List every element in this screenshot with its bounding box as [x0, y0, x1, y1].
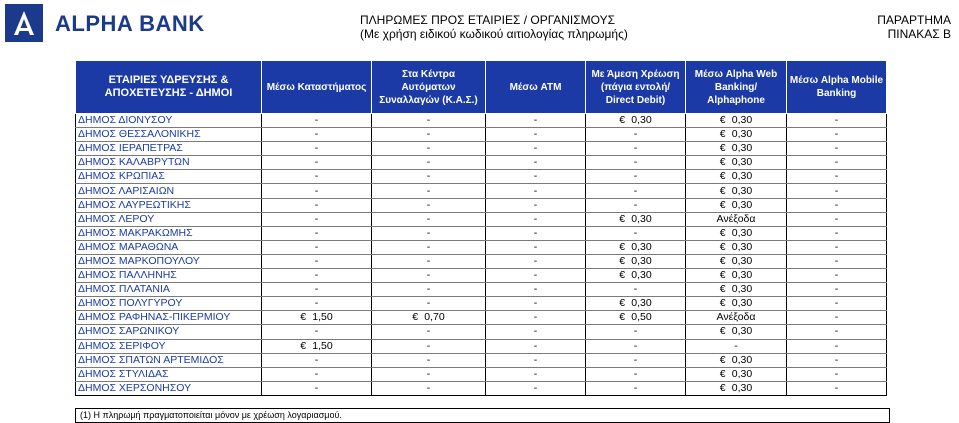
fee-cell: - [262, 325, 372, 339]
fee-amount: 0,30 [731, 325, 753, 338]
table-row [76, 128, 887, 142]
fee-amount: 0,30 [731, 240, 753, 253]
municipality-name: ΔΗΜΟΣ ΜΑΚΡΑΚΩΜΗΣ [76, 226, 262, 240]
currency-symbol: € [719, 367, 726, 380]
fee-amount: 0,30 [631, 254, 652, 267]
currency-symbol: € [619, 311, 626, 324]
currency-symbol: € [719, 297, 726, 310]
table-row [76, 283, 887, 297]
fee-cell: - [586, 170, 686, 184]
fee-amount: 0,30 [731, 367, 753, 380]
fee-cell [586, 269, 686, 283]
fee-cell [262, 339, 372, 353]
fees-table [75, 60, 887, 396]
municipality-name: ΔΗΜΟΣ ΣΠΑΤΩΝ ΑΡΤΕΜΙΔΟΣ [76, 353, 262, 367]
fee-cell: - [372, 339, 486, 353]
currency-symbol: € [619, 254, 626, 267]
fee-cell: - [372, 381, 486, 395]
fee-cell: - [372, 156, 486, 170]
fee-cell [686, 170, 787, 184]
appendix-label: ΠΑΡΑΡΤΗΜΑ [877, 13, 951, 27]
fee-amount: 0,30 [731, 254, 753, 267]
currency-symbol: € [719, 170, 726, 183]
currency-symbol: € [719, 283, 726, 296]
fee-cell: - [486, 325, 586, 339]
fee-amount: 0,30 [631, 297, 652, 310]
currency-symbol: € [412, 311, 419, 324]
fee-cell [686, 226, 787, 240]
table-row [76, 269, 887, 283]
municipality-name: ΔΗΜΟΣ ΡΑΦΗΝΑΣ-ΠΙΚΕΡΜΙΟΥ [76, 311, 262, 325]
table-row [76, 381, 887, 395]
currency-symbol: € [619, 212, 626, 225]
fee-amount: 0,30 [731, 142, 753, 155]
fee-cell: - [787, 114, 887, 128]
municipality-name: ΔΗΜΟΣ ΠΟΛΥΓΥΡΟΥ [76, 297, 262, 311]
fee-amount: 1,50 [312, 311, 333, 324]
page-title: ΠΛΗΡΩΜΕΣ ΠΡΟΣ ΕΤΑΙΡΙΕΣ / ΟΡΓΑΝΙΣΜΟΥΣ [360, 13, 616, 27]
fee-cell: - [262, 381, 372, 395]
fee-cell: - [262, 142, 372, 156]
currency-symbol: € [719, 128, 726, 141]
fee-cell: - [486, 142, 586, 156]
fee-cell [686, 367, 787, 381]
municipality-name: ΔΗΜΟΣ ΛΑΡΙΣΑΙΩΝ [76, 184, 262, 198]
fee-cell [686, 254, 787, 268]
fee-cell [586, 254, 686, 268]
currency-symbol: € [719, 381, 726, 394]
fee-cell: - [787, 156, 887, 170]
fee-cell: - [787, 269, 887, 283]
currency-symbol: € [719, 254, 726, 267]
fee-cell: - [262, 297, 372, 311]
table-row [76, 184, 887, 198]
fee-cell [586, 297, 686, 311]
fee-cell: - [486, 367, 586, 381]
fee-cell: - [586, 283, 686, 297]
fee-amount: 0,30 [731, 283, 753, 296]
table-row [76, 325, 887, 339]
fee-cell [686, 297, 787, 311]
fee-amount: 0,30 [731, 297, 753, 310]
fee-cell: - [486, 184, 586, 198]
municipality-name: ΔΗΜΟΣ ΣΤΥΛΙΔΑΣ [76, 367, 262, 381]
fee-cell: - [372, 353, 486, 367]
fee-cell: - [586, 325, 686, 339]
fee-cell: - [372, 142, 486, 156]
fee-cell: - [372, 114, 486, 128]
table-row [76, 297, 887, 311]
fee-cell: - [262, 367, 372, 381]
fee-cell: - [486, 353, 586, 367]
fee-amount: 0,30 [731, 156, 753, 169]
fee-cell: - [586, 367, 686, 381]
fee-cell: - [486, 311, 586, 325]
municipality-name: ΔΗΜΟΣ ΛΕΡΟΥ [76, 212, 262, 226]
fee-cell [586, 114, 686, 128]
table-header-row [76, 61, 887, 114]
alpha-bank-logo [5, 4, 205, 42]
column-header: Με Άμεση Χρέωση (πάγια εντολή/ Direct Debit) [586, 61, 686, 114]
fee-cell: - [486, 128, 586, 142]
fee-cell: - [372, 226, 486, 240]
bank-emblem-icon [5, 4, 43, 42]
fee-cell [686, 142, 787, 156]
fee-cell: - [586, 156, 686, 170]
fee-cell: - [586, 128, 686, 142]
fee-cell: - [372, 170, 486, 184]
fee-cell: - [787, 212, 887, 226]
fee-cell: - [586, 184, 686, 198]
municipality-name: ΔΗΜΟΣ ΛΑΥΡΕΩΤΙΚΗΣ [76, 198, 262, 212]
currency-symbol: € [619, 114, 626, 127]
fee-amount: 0,30 [731, 184, 753, 197]
fee-cell: - [586, 339, 686, 353]
fee-cell: - [262, 198, 372, 212]
fee-cell: - [262, 254, 372, 268]
fee-cell [686, 240, 787, 254]
logo-text: ALPHA BANK [55, 11, 205, 36]
fee-cell: - [787, 128, 887, 142]
table-row [76, 156, 887, 170]
page-subtitle: (Με χρήση ειδικού κωδικού αιτιολογίας πληρωμής) [360, 27, 628, 41]
fee-cell: - [372, 269, 486, 283]
fee-cell: - [486, 226, 586, 240]
fee-cell: - [787, 325, 887, 339]
fee-cell: - [486, 170, 586, 184]
fee-cell [586, 311, 686, 325]
fee-cell: - [262, 283, 372, 297]
fee-cell: - [486, 283, 586, 297]
municipality-name: ΔΗΜΟΣ ΙΕΡΑΠΕΤΡΑΣ [76, 142, 262, 156]
fee-cell: - [262, 226, 372, 240]
table-id-label: ΠΙΝΑΚΑΣ Β [887, 27, 951, 41]
column-header: Μέσω Alpha Mobile Banking [787, 61, 887, 114]
fee-cell: - [262, 128, 372, 142]
fee-amount: 0,30 [631, 114, 652, 127]
fee-cell: - [586, 142, 686, 156]
table-row [76, 311, 887, 325]
fee-amount: 0,30 [631, 212, 652, 225]
currency-symbol: € [300, 339, 307, 352]
currency-symbol: € [719, 269, 726, 282]
fee-cell: - [787, 240, 887, 254]
fee-cell: - [372, 283, 486, 297]
fee-cell: - [262, 240, 372, 254]
fee-amount: 0,70 [424, 311, 445, 324]
fee-cell: - [486, 297, 586, 311]
municipality-name: ΔΗΜΟΣ ΣΑΡΩΝΙΚΟΥ [76, 325, 262, 339]
table-row [76, 353, 887, 367]
fee-cell: Ανέξοδα [686, 212, 787, 226]
table-row [76, 114, 887, 128]
fee-cell [686, 353, 787, 367]
fee-cell: - [372, 184, 486, 198]
fee-cell [686, 184, 787, 198]
fee-cell: - [586, 353, 686, 367]
fee-amount: 0,30 [731, 269, 753, 282]
currency-symbol: € [300, 311, 307, 324]
fee-amount: 0,30 [631, 269, 652, 282]
table-row [76, 198, 887, 212]
column-header: Στα Κέντρα Αυτόματων Συναλλαγών (Κ.Α.Σ.) [372, 61, 486, 114]
currency-symbol: € [719, 353, 726, 366]
fee-amount: 0,30 [731, 128, 753, 141]
fee-amount: 0,30 [731, 226, 753, 239]
fee-cell [586, 212, 686, 226]
fee-cell: - [586, 381, 686, 395]
fee-cell: - [787, 198, 887, 212]
fee-cell: - [486, 240, 586, 254]
fee-cell: - [372, 240, 486, 254]
column-header: Μέσω ATM [486, 61, 586, 114]
fee-cell: - [486, 254, 586, 268]
fee-cell: - [262, 184, 372, 198]
fee-cell [262, 311, 372, 325]
fee-cell [586, 240, 686, 254]
table-row [76, 367, 887, 381]
fee-cell: - [787, 184, 887, 198]
currency-symbol: € [719, 142, 726, 155]
currency-symbol: € [619, 240, 626, 253]
fee-cell [686, 269, 787, 283]
municipality-name: ΔΗΜΟΣ ΠΑΛΛΗΝΗΣ [76, 269, 262, 283]
fee-amount: 0,30 [731, 114, 753, 127]
fee-cell: - [372, 128, 486, 142]
table-row [76, 212, 887, 226]
fee-cell: - [586, 226, 686, 240]
fee-cell: - [372, 297, 486, 311]
fee-cell: - [787, 311, 887, 325]
footnote: (1) Η πληρωμή πραγματοποιείται μόνον με χρέωση λογαριασμού. [75, 408, 890, 423]
fee-cell [686, 198, 787, 212]
fee-cell: - [486, 198, 586, 212]
fee-cell [686, 114, 787, 128]
fee-cell: - [486, 269, 586, 283]
column-header: ΕΤΑΙΡΙΕΣ ΥΔΡΕΥΣΗΣ & ΑΠΟΧΕΤΕΥΣΗΣ - ΔΗΜΟΙ [76, 61, 262, 114]
fee-amount: 0,30 [731, 353, 753, 366]
fee-cell: - [787, 367, 887, 381]
column-header: Μέσω Alpha Web Banking/ Alphaphone [686, 61, 787, 114]
fee-cell [372, 311, 486, 325]
fee-cell: - [372, 198, 486, 212]
currency-symbol: € [719, 226, 726, 239]
fee-amount: 0,50 [631, 311, 652, 324]
table-row [76, 142, 887, 156]
fee-amount: 0,30 [731, 198, 753, 211]
fee-cell [686, 381, 787, 395]
municipality-name: ΔΗΜΟΣ ΚΡΩΠΙΑΣ [76, 170, 262, 184]
municipality-name: ΔΗΜΟΣ ΜΑΡΑΘΩΝΑ [76, 240, 262, 254]
fee-cell: - [787, 297, 887, 311]
table-row [76, 170, 887, 184]
fee-cell: - [262, 353, 372, 367]
currency-symbol: € [719, 325, 726, 338]
fee-cell: - [372, 325, 486, 339]
currency-symbol: € [719, 184, 726, 197]
fee-cell: - [787, 170, 887, 184]
fee-cell: - [787, 254, 887, 268]
fee-amount: 1,50 [312, 339, 333, 352]
column-header: Μέσω Καταστήματος [262, 61, 372, 114]
fee-cell: Ανέξοδα [686, 311, 787, 325]
table-row [76, 254, 887, 268]
municipality-name: ΔΗΜΟΣ ΜΑΡΚΟΠΟΥΛΟΥ [76, 254, 262, 268]
municipality-name: ΔΗΜΟΣ ΣΕΡΙΦΟΥ [76, 339, 262, 353]
fee-amount: 0,30 [631, 240, 652, 253]
currency-symbol: € [719, 114, 726, 127]
fee-cell [686, 325, 787, 339]
fee-cell: - [486, 212, 586, 226]
fee-cell: - [262, 156, 372, 170]
table-row [76, 240, 887, 254]
municipality-name: ΔΗΜΟΣ ΠΛΑΤΑΝΙΑ [76, 283, 262, 297]
municipality-name: ΔΗΜΟΣ ΧΕΡΣΟΝΗΣΟΥ [76, 381, 262, 395]
fee-cell [686, 156, 787, 170]
fee-cell: - [787, 226, 887, 240]
fee-cell: - [686, 339, 787, 353]
currency-symbol: € [619, 297, 626, 310]
currency-symbol: € [719, 198, 726, 211]
fee-cell [686, 128, 787, 142]
fee-cell: - [262, 212, 372, 226]
municipality-name: ΔΗΜΟΣ ΘΕΣΣΑΛΟΝΙΚΗΣ [76, 128, 262, 142]
fee-cell: - [486, 339, 586, 353]
fee-cell: - [787, 381, 887, 395]
fee-amount: 0,30 [731, 381, 753, 394]
fee-cell: - [262, 170, 372, 184]
currency-symbol: € [719, 240, 726, 253]
table-body [76, 114, 887, 396]
fee-cell: - [372, 254, 486, 268]
fee-cell: - [787, 283, 887, 297]
currency-symbol: € [719, 156, 726, 169]
fee-cell: - [787, 339, 887, 353]
table-row [76, 226, 887, 240]
fee-cell: - [787, 142, 887, 156]
municipality-name: ΔΗΜΟΣ ΔΙΟΝΥΣΟΥ [76, 114, 262, 128]
fee-cell: - [787, 353, 887, 367]
fee-cell: - [262, 114, 372, 128]
fee-cell: - [486, 156, 586, 170]
fee-cell [686, 283, 787, 297]
fee-cell: - [486, 114, 586, 128]
fee-cell: - [486, 381, 586, 395]
fee-cell: - [586, 198, 686, 212]
fee-cell: - [372, 212, 486, 226]
table-row [76, 339, 887, 353]
municipality-name: ΔΗΜΟΣ ΚΑΛΑΒΡΥΤΩΝ [76, 156, 262, 170]
fee-cell: - [372, 367, 486, 381]
fee-amount: 0,30 [731, 170, 753, 183]
currency-symbol: € [619, 269, 626, 282]
fee-cell: - [262, 269, 372, 283]
